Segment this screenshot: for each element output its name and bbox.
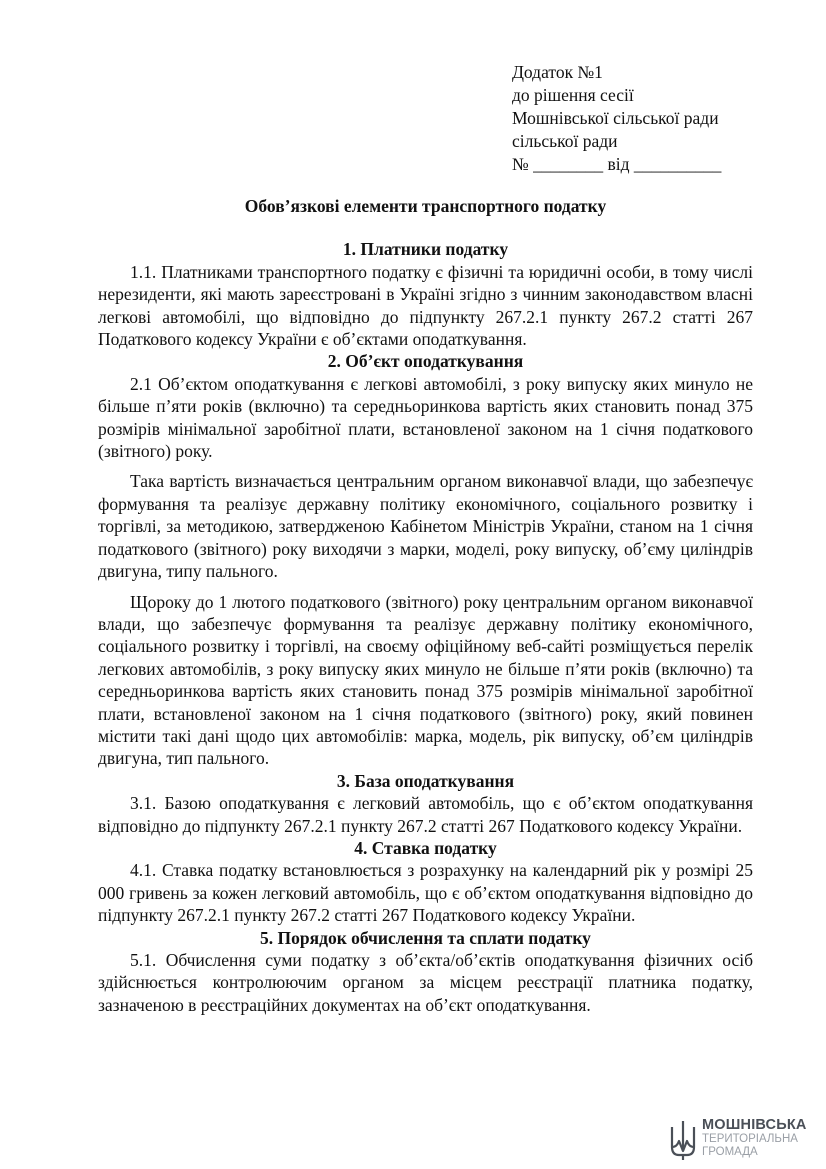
section-heading-object: 2. Об’єкт оподаткування bbox=[327, 351, 524, 372]
section-heading-base: 3. База оподаткування bbox=[336, 770, 515, 791]
logo-text bbox=[702, 1117, 822, 1159]
section-heading-payers: 1. Платники податку bbox=[342, 239, 509, 260]
document-body bbox=[98, 195, 753, 1016]
annex-block bbox=[512, 61, 812, 176]
logo-title: МОШНІВСЬКА bbox=[702, 1117, 807, 1133]
annex-line: Мошнівської сільської ради bbox=[512, 108, 719, 128]
section-heading-rate: 4. Ставка податку bbox=[354, 837, 497, 858]
paragraph: 3.1. Базою оподаткування є легковий автомобіль, що є об’єктом оподаткування відповідно до підпункту 267.2.1 пункту 267.2 статті 267 Податкового кодексу України. bbox=[98, 793, 753, 836]
paragraph: 2.1 Об’єктом оподаткування є легкові автомобілі, з року випуску яких минуло не більше п’яти років (включно) та середньоринкова вартість яких становить понад 375 розмірів мінімальної заробітної плати, встановленої законом на 1 січня податкового (звітного) року. bbox=[98, 373, 753, 462]
annex-line: Додаток №1 bbox=[512, 62, 603, 82]
paragraph: 5.1. Обчислення суми податку з об’єкта/об’єктів оподаткування фізичних осіб здійснюється контролюючим органом за місцем реєстрації платника податку, зазначеною в реєстраційних документах на об’єкт оподаткування. bbox=[98, 950, 753, 1015]
logo-subtitle: ГРОМАДА bbox=[702, 1146, 758, 1158]
annex-line: сільської ради bbox=[512, 131, 618, 151]
paragraph: Така вартість визначається центральним органом виконавчої влади, що забезпечує формування та реалізує державну політику економічного, соціального розвитку і торгівлі, за методикою, затвердженою Кабінетом Міністрів України, станом на 1 січня податкового (звітного) року виходячи з марки, моделі, року випуску, об’єму циліндрів двигуна, типу пального. bbox=[98, 471, 753, 582]
paragraph: 4.1. Ставка податку встановлюється з розрахунку на календарний рік у розмірі 25 000 гривень за кожен легковий автомобіль, що є об’єктом оподаткування відповідно до підпункту 267.2.1 пункту 267.2 статті 267 Податкового кодексу України. bbox=[98, 860, 753, 926]
community-logo bbox=[668, 1117, 818, 1163]
annex-line: до рішення сесії bbox=[512, 85, 634, 105]
document-title: Обов’язкові елементи транспортного податку bbox=[244, 196, 607, 216]
paragraph: 1.1. Платниками транспортного податку є фізичні та юридичні особи, в тому числі нерезиденти, які мають зареєстровані в Україні згідно з чинним законодавством власні легкові автомобілі, що відповідно до підпункту 267.2.1 пункту 267.2 статті 267 Податкового кодексу України є об’єктами оподаткування. bbox=[98, 261, 753, 350]
logo-subtitle: ТЕРИТОРІАЛЬНА bbox=[702, 1133, 798, 1145]
paragraph: Щороку до 1 лютого податкового (звітного) року центральним органом виконавчої влади, що забезпечує формування та реалізує державну політику економічного, соціального розвитку і торгівлі, на своєму офіційному веб-сайті розміщується перелік легкових автомобілів, з року випуску яких минуло не більше п’яти років (включно) та середньоринкова вартість яких становить понад 375 розмірів мінімальної заробітної плати, встановленої законом на 1 січня податкового (звітного) року, який повинен містити такі дані щодо цих автомобілів: марка, модель, рік випуску, об’єм циліндрів двигуна, тип пального. bbox=[98, 591, 753, 769]
trident-icon bbox=[668, 1117, 698, 1163]
annex-line: № ________ від __________ bbox=[512, 154, 722, 174]
section-heading-calculation: 5. Порядок обчислення та сплати податку bbox=[260, 927, 591, 948]
